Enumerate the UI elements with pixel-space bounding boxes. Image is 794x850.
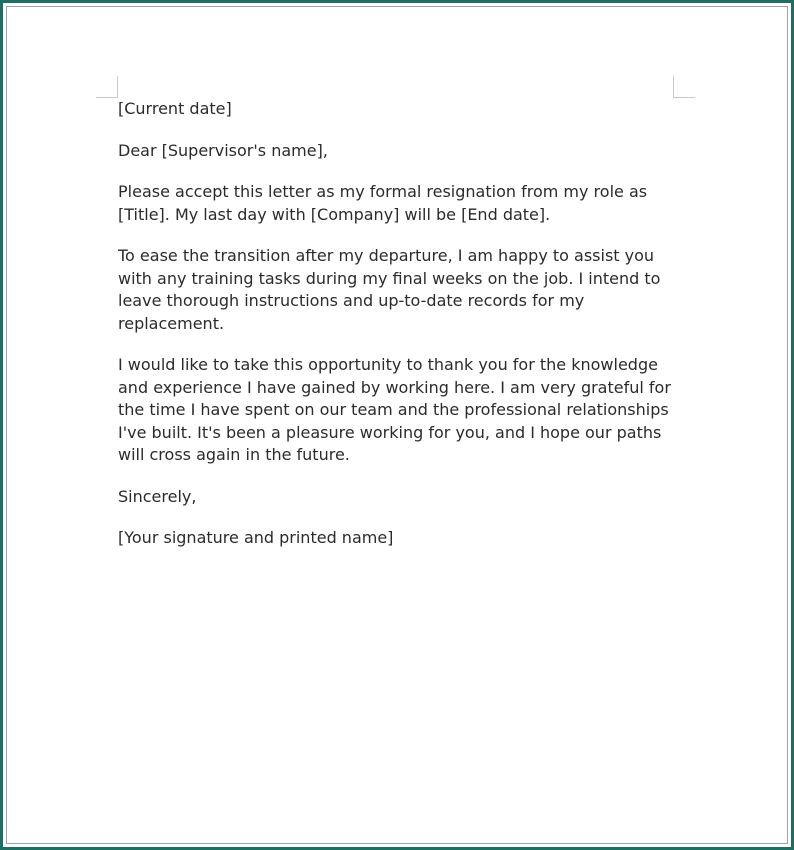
letter-body[interactable]: [118, 98, 678, 569]
top-left-margin-mark: [96, 76, 118, 98]
salutation: Dear [Supervisor's name],: [118, 140, 328, 160]
top-right-margin-mark: [673, 76, 695, 98]
date-line: [Current date]: [118, 99, 232, 118]
paragraph-resignation: Please accept this letter as my formal resignation from my role as [Title]. My last day with [Company] will be [End date].: [118, 182, 648, 224]
closing: Sincerely,: [118, 486, 197, 506]
signature-line: [Your signature and printed name]: [118, 528, 394, 547]
paragraph-gratitude: I would like to take this opportunity to thank you for the knowledge and experience I have gained by working here. I am very grateful for the time I have spent on our team and the professional relationships I've built. It's been a pleasure working for you, and I hope our paths will cross again in the future.: [118, 355, 671, 464]
paragraph-transition: To ease the transition after my departure, I am happy to assist you with any training tasks during my final weeks on the job. I intend to leave thorough instructions and up-to-date records for my replacement.: [118, 246, 661, 333]
